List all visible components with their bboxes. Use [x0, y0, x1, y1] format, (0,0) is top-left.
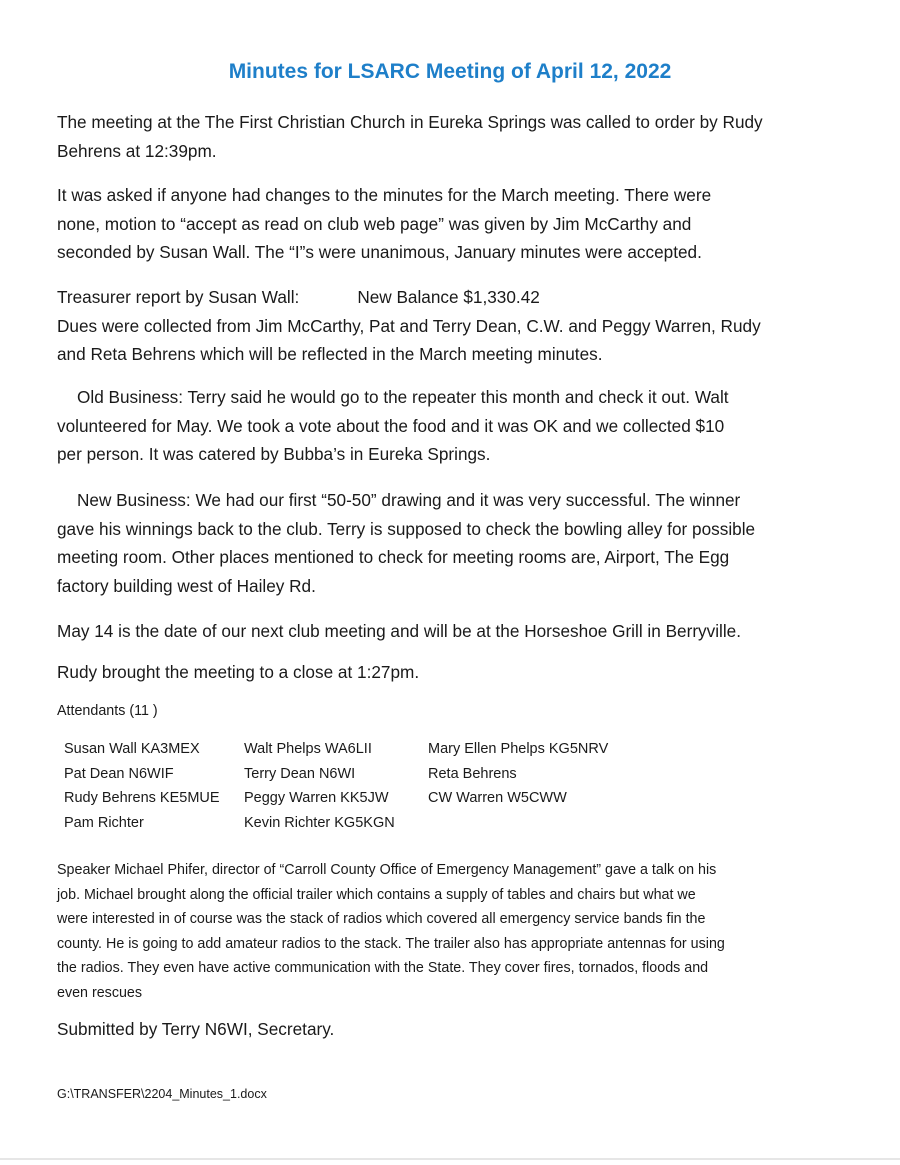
text-line: Rudy brought the meeting to a close at 1:27pm. — [57, 662, 420, 682]
attendant-name: Kevin Richter KG5KGN — [244, 814, 395, 831]
attendant-name: Pat Dean N6WIF — [64, 765, 174, 782]
new-balance: New Balance $1,330.42 — [357, 287, 540, 307]
speaker-paragraph — [57, 858, 847, 1005]
old-business-paragraph — [57, 383, 867, 469]
text-line: per person. It was catered by Bubba’s in Eureka Springs. — [57, 444, 491, 464]
treasurer-report — [57, 283, 847, 369]
text-line: Speaker Michael Phifer, director of “Carroll County Office of Emergency Management” gave a talk on his — [57, 862, 717, 878]
attendant-name: Pam Richter — [64, 814, 144, 831]
text-line: seconded by Susan Wall. The “I”s were unanimous, January minutes were accepted. — [57, 242, 702, 262]
attendant-name: Terry Dean N6WI — [244, 765, 356, 782]
attendant-name: Mary Ellen Phelps KG5NRV — [428, 741, 609, 757]
text-line: Old Business: Terry said he would go to the repeater this month and check it out. Walt — [77, 387, 729, 407]
text-line: The meeting at the The First Christian Church in Eureka Springs was called to order by Rudy — [57, 112, 763, 132]
minutes-approval-paragraph — [57, 181, 847, 267]
attendant-name: Susan Wall KA3MEX — [64, 741, 200, 757]
text-line: none, motion to “accept as read on club web page” was given by Jim McCarthy and — [57, 213, 692, 234]
text-line: job. Michael brought along the official trailer which contains a supply of tables and chairs but what we — [57, 886, 696, 903]
attendants-row — [64, 741, 608, 766]
attendant-name: Reta Behrens — [428, 765, 517, 782]
new-business-paragraph — [57, 486, 867, 600]
text-line: and Reta Behrens which will be reflected in the March meeting minutes. — [57, 344, 603, 364]
attendants-row — [64, 766, 608, 791]
attendants-row — [64, 815, 608, 840]
text-line: even rescues — [57, 984, 143, 1001]
next-meeting-paragraph — [57, 617, 847, 646]
page-edge-divider — [0, 1158, 900, 1160]
attendants-table — [64, 741, 608, 839]
file-path: G:\TRANSFER\2204_Minutes_1.docx — [57, 1087, 267, 1101]
opening-paragraph — [57, 108, 847, 165]
text-line: May 14 is the date of our next club meeting and will be at the Horseshoe Grill in Berryville. — [57, 621, 742, 641]
attendants-row — [64, 790, 608, 815]
text-line: the radios. They even have active communication with the State. They cover fires, tornados, floods and — [57, 960, 709, 976]
attendant-name: Rudy Behrens KE5MUE — [64, 790, 220, 806]
attendant-name: Peggy Warren KK5JW — [244, 790, 389, 806]
text-line: were interested in of course was the stack of radios which covered all emergency service bands fin the — [57, 911, 706, 927]
text-line: meeting room. Other places mentioned to check for meeting rooms are, Airport, The Egg — [57, 547, 730, 567]
closing-paragraph — [57, 658, 847, 687]
text-line: county. He is going to add amateur radios to the stack. The trailer also has appropriate antennas for using — [57, 935, 725, 952]
text-line: factory building west of Hailey Rd. — [57, 575, 316, 596]
text-line: Dues were collected from Jim McCarthy, Pat and Terry Dean, C.W. and Peggy Warren, Rudy — [57, 315, 761, 336]
attendants-heading: Attendants (11 ) — [57, 703, 158, 719]
document-title: Minutes for LSARC Meeting of April 12, 2022 — [228, 60, 672, 83]
text-line: Behrens at 12:39pm. — [57, 140, 217, 161]
attendant-name — [428, 815, 608, 840]
attendant-name: CW Warren W5CWW — [428, 790, 567, 806]
submitted-by: Submitted by Terry N6WI, Secretary. — [57, 1019, 335, 1039]
text-line: gave his winnings back to the club. Terry is supposed to check the bowling alley for possible — [57, 518, 756, 539]
text-line: volunteered for May. We took a vote about the food and it was OK and we collected $10 — [57, 415, 725, 436]
text-line: New Business: We had our first “50-50” drawing and it was very successful. The winner — [77, 490, 741, 510]
treasurer-label: Treasurer report by Susan Wall: — [57, 287, 300, 307]
text-line: It was asked if anyone had changes to the minutes for the March meeting. There were — [57, 185, 712, 205]
attendant-name: Walt Phelps WA6LII — [244, 741, 372, 757]
